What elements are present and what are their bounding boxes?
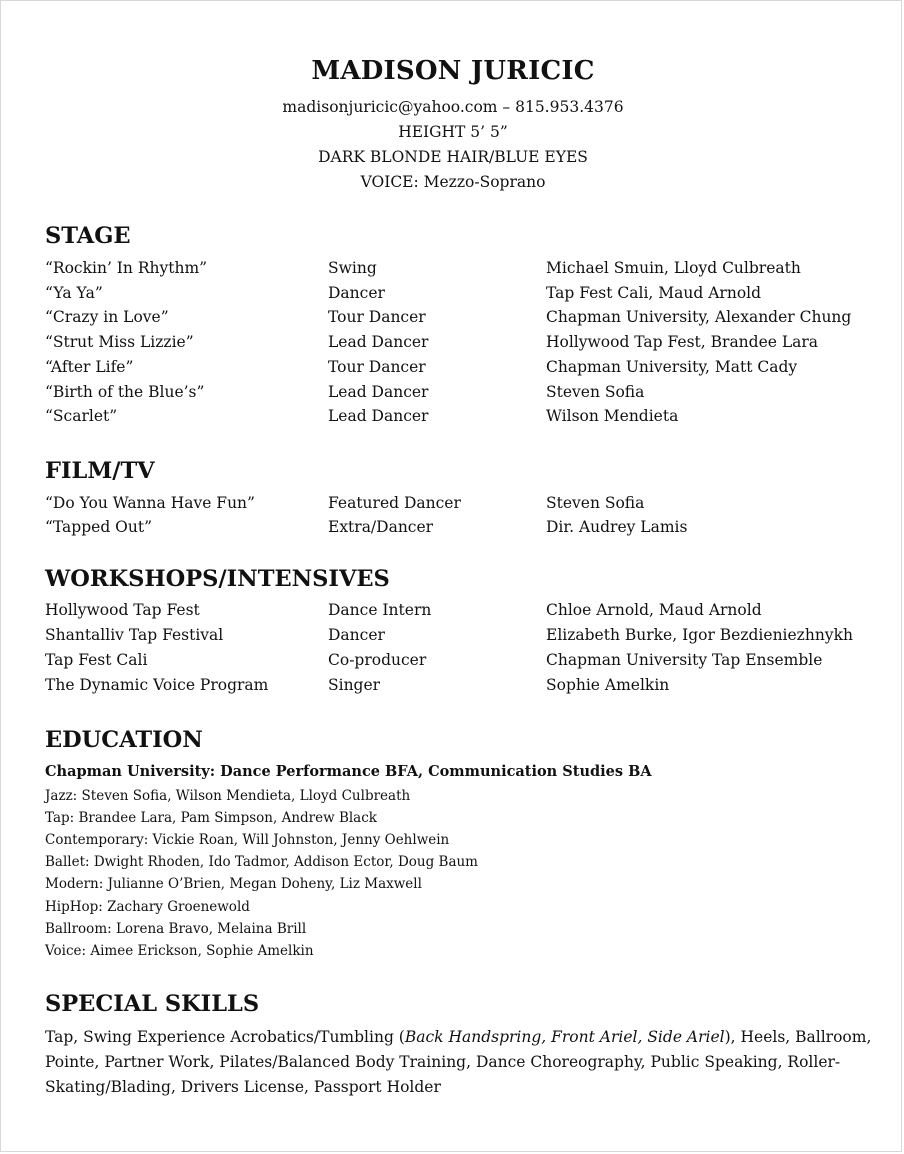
instructor-line: Ballroom: Lorena Bravo, Melaina Brill xyxy=(45,920,307,937)
credit-director: Chapman University, Matt Cady xyxy=(546,357,798,376)
film-heading: FILM/TV xyxy=(45,458,155,484)
table-row xyxy=(45,494,885,519)
credit-director: Chloe Arnold, Maud Arnold xyxy=(546,601,762,619)
credit-title: The Dynamic Voice Program xyxy=(45,676,269,694)
stage-heading: STAGE xyxy=(45,223,131,249)
skills-text-end: ), Heels, Ballroom, Pointe, Partner Work, Pilates/Balanced Body Training, Dance Choreography, Public Speaking, Roller-Skating/Blading, Drivers License, Passport Holder xyxy=(45,1028,872,1096)
table-row xyxy=(45,518,885,543)
credit-title: “Strut Miss Lizzie” xyxy=(45,333,194,352)
credit-director: Steven Sofia xyxy=(546,494,645,512)
instructor-line: Ballet: Dwight Rhoden, Ido Tadmor, Addison Ector, Doug Baum xyxy=(45,854,478,871)
table-row xyxy=(45,284,885,309)
table-row xyxy=(45,601,885,626)
credit-title: “Crazy in Love” xyxy=(45,308,169,327)
table-row xyxy=(45,383,885,408)
skills-text-start: Tap, Swing Experience Acrobatics/Tumbling ( xyxy=(45,1028,405,1046)
credit-title: “Scarlet” xyxy=(45,407,118,426)
voice-line: VOICE: Mezzo-Soprano xyxy=(360,173,546,191)
credit-director: Hollywood Tap Fest, Brandee Lara xyxy=(546,333,819,352)
skills-heading: SPECIAL SKILLS xyxy=(45,991,260,1017)
instructor-line: Voice: Aimee Erickson, Sophie Amelkin xyxy=(45,942,314,959)
credit-role: Co-producer xyxy=(328,651,427,669)
credit-director: Steven Sofia xyxy=(546,382,645,401)
credit-role: Dancer xyxy=(328,626,385,644)
credit-title: “After Life” xyxy=(45,357,134,376)
credit-director: Michael Smuin, Lloyd Culbreath xyxy=(546,259,801,277)
workshops-heading: WORKSHOPS/INTENSIVES xyxy=(45,566,390,592)
table-row xyxy=(45,259,885,284)
credit-title: “Birth of the Blue’s” xyxy=(45,382,205,401)
credit-role: Extra/Dancer xyxy=(328,517,434,536)
credit-role: Lead Dancer xyxy=(328,382,429,401)
instructor-line: Modern: Julianne O’Brien, Megan Doheny, Liz Maxwell xyxy=(45,876,422,893)
table-row xyxy=(45,676,885,701)
height-line: HEIGHT 5’ 5” xyxy=(398,123,508,141)
table-row xyxy=(45,407,885,432)
credit-director: Chapman University Tap Ensemble xyxy=(546,651,823,669)
credit-title: “Tapped Out” xyxy=(45,517,153,536)
credit-role: Dancer xyxy=(328,283,385,302)
credit-director: Dir. Audrey Lamis xyxy=(546,517,688,536)
credit-title: “Rockin’ In Rhythm” xyxy=(45,259,208,277)
hair-eyes-line: DARK BLONDE HAIR/BLUE EYES xyxy=(318,148,588,166)
credit-title: “Ya Ya” xyxy=(45,283,103,302)
instructor-line: HipHop: Zachary Groenewold xyxy=(45,898,250,915)
credit-title: Hollywood Tap Fest xyxy=(45,601,200,619)
credit-director: Chapman University, Alexander Chung xyxy=(546,308,852,327)
skills-text xyxy=(45,1025,885,1100)
table-row xyxy=(45,333,885,358)
education-heading: EDUCATION xyxy=(45,727,203,753)
table-row xyxy=(45,651,885,676)
credit-role: Featured Dancer xyxy=(328,494,461,512)
credit-title: Shantalliv Tap Festival xyxy=(45,626,224,644)
applicant-name: MADISON JURICIC xyxy=(311,56,595,86)
credit-role: Singer xyxy=(328,676,381,694)
education-degree: Chapman University: Dance Performance BFA, Communication Studies BA xyxy=(45,763,652,780)
credit-director: Elizabeth Burke, Igor Bezdieniezhnykh xyxy=(546,626,853,644)
credit-role: Tour Dancer xyxy=(328,308,426,327)
credit-director: Tap Fest Cali, Maud Arnold xyxy=(546,283,762,302)
instructor-line: Contemporary: Vickie Roan, Will Johnston, Jenny Oehlwein xyxy=(45,832,450,849)
credit-title: “Do You Wanna Have Fun” xyxy=(45,494,255,512)
credit-role: Lead Dancer xyxy=(328,333,429,352)
contact-line: madisonjuricic@yahoo.com – 815.953.4376 xyxy=(282,98,624,116)
instructor-line: Jazz: Steven Sofia, Wilson Mendieta, Lloyd Culbreath xyxy=(45,788,411,804)
credit-director: Wilson Mendieta xyxy=(546,407,679,426)
credit-role: Swing xyxy=(328,259,377,277)
credit-role: Dance Intern xyxy=(328,601,432,619)
credit-director: Sophie Amelkin xyxy=(546,676,670,694)
instructor-line: Tap: Brandee Lara, Pam Simpson, Andrew Black xyxy=(45,810,377,827)
skills-text-italic: Back Handspring, Front Ariel, Side Ariel xyxy=(404,1028,725,1046)
credit-title: Tap Fest Cali xyxy=(45,651,148,669)
table-row xyxy=(45,358,885,383)
credit-role: Tour Dancer xyxy=(328,357,426,376)
table-row xyxy=(45,626,885,651)
table-row xyxy=(45,308,885,333)
credit-role: Lead Dancer xyxy=(328,407,429,426)
